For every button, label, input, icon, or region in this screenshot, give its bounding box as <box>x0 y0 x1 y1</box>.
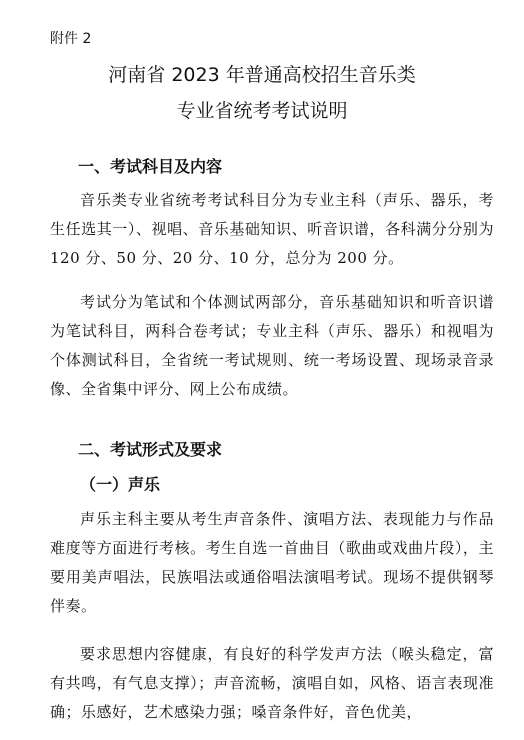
section1-heading: 一、考试科目及内容 <box>78 157 223 176</box>
attachment-label: 附件 2 <box>50 31 92 47</box>
section2-heading: 二、考试形式及要求 <box>78 440 223 459</box>
section1-paragraph2: 考试分为笔试和个体测试两部分，音乐基础知识和听音识谱为笔试科目，两科合卷考试；专业主科（声乐、器乐）和视唱为个体测试科目，全省统一考试规则、统一考场设置、现场录音录像、全省集中评分、网上公布成绩。 <box>50 293 494 398</box>
document-title-line1: 河南省 2023 年普通高校招生音乐类 <box>108 64 416 86</box>
section2-paragraph2: 要求思想内容健康，有良好的科学发声方法（喉头稳定，富有共鸣，有气息支撑）；声音流畅，演唱自如，风格、语言表现准确；乐感好，艺术感染力强；嗓音条件好，音色优美， <box>50 645 494 721</box>
subsection-vocal-heading: （一）声乐 <box>80 475 161 494</box>
section1-paragraph1: 音乐类专业省统考考试科目分为专业主科（声乐、器乐，考生任选其一）、视唱、音乐基础知识、听音识谱，各科满分分别为 120 分、50 分、20 分、10 分，总分为 200 分。 <box>50 191 494 267</box>
section2-paragraph1: 声乐主科主要从考生声音条件、演唱方法、表现能力与作品难度等方面进行考核。考生自选一首曲目（歌曲或戏曲片段），主要用美声唱法，民族唱法或通俗唱法演唱考试。现场不提供钢琴伴奏。 <box>50 510 494 615</box>
document-title-line2: 专业省统考考试说明 <box>176 100 348 122</box>
